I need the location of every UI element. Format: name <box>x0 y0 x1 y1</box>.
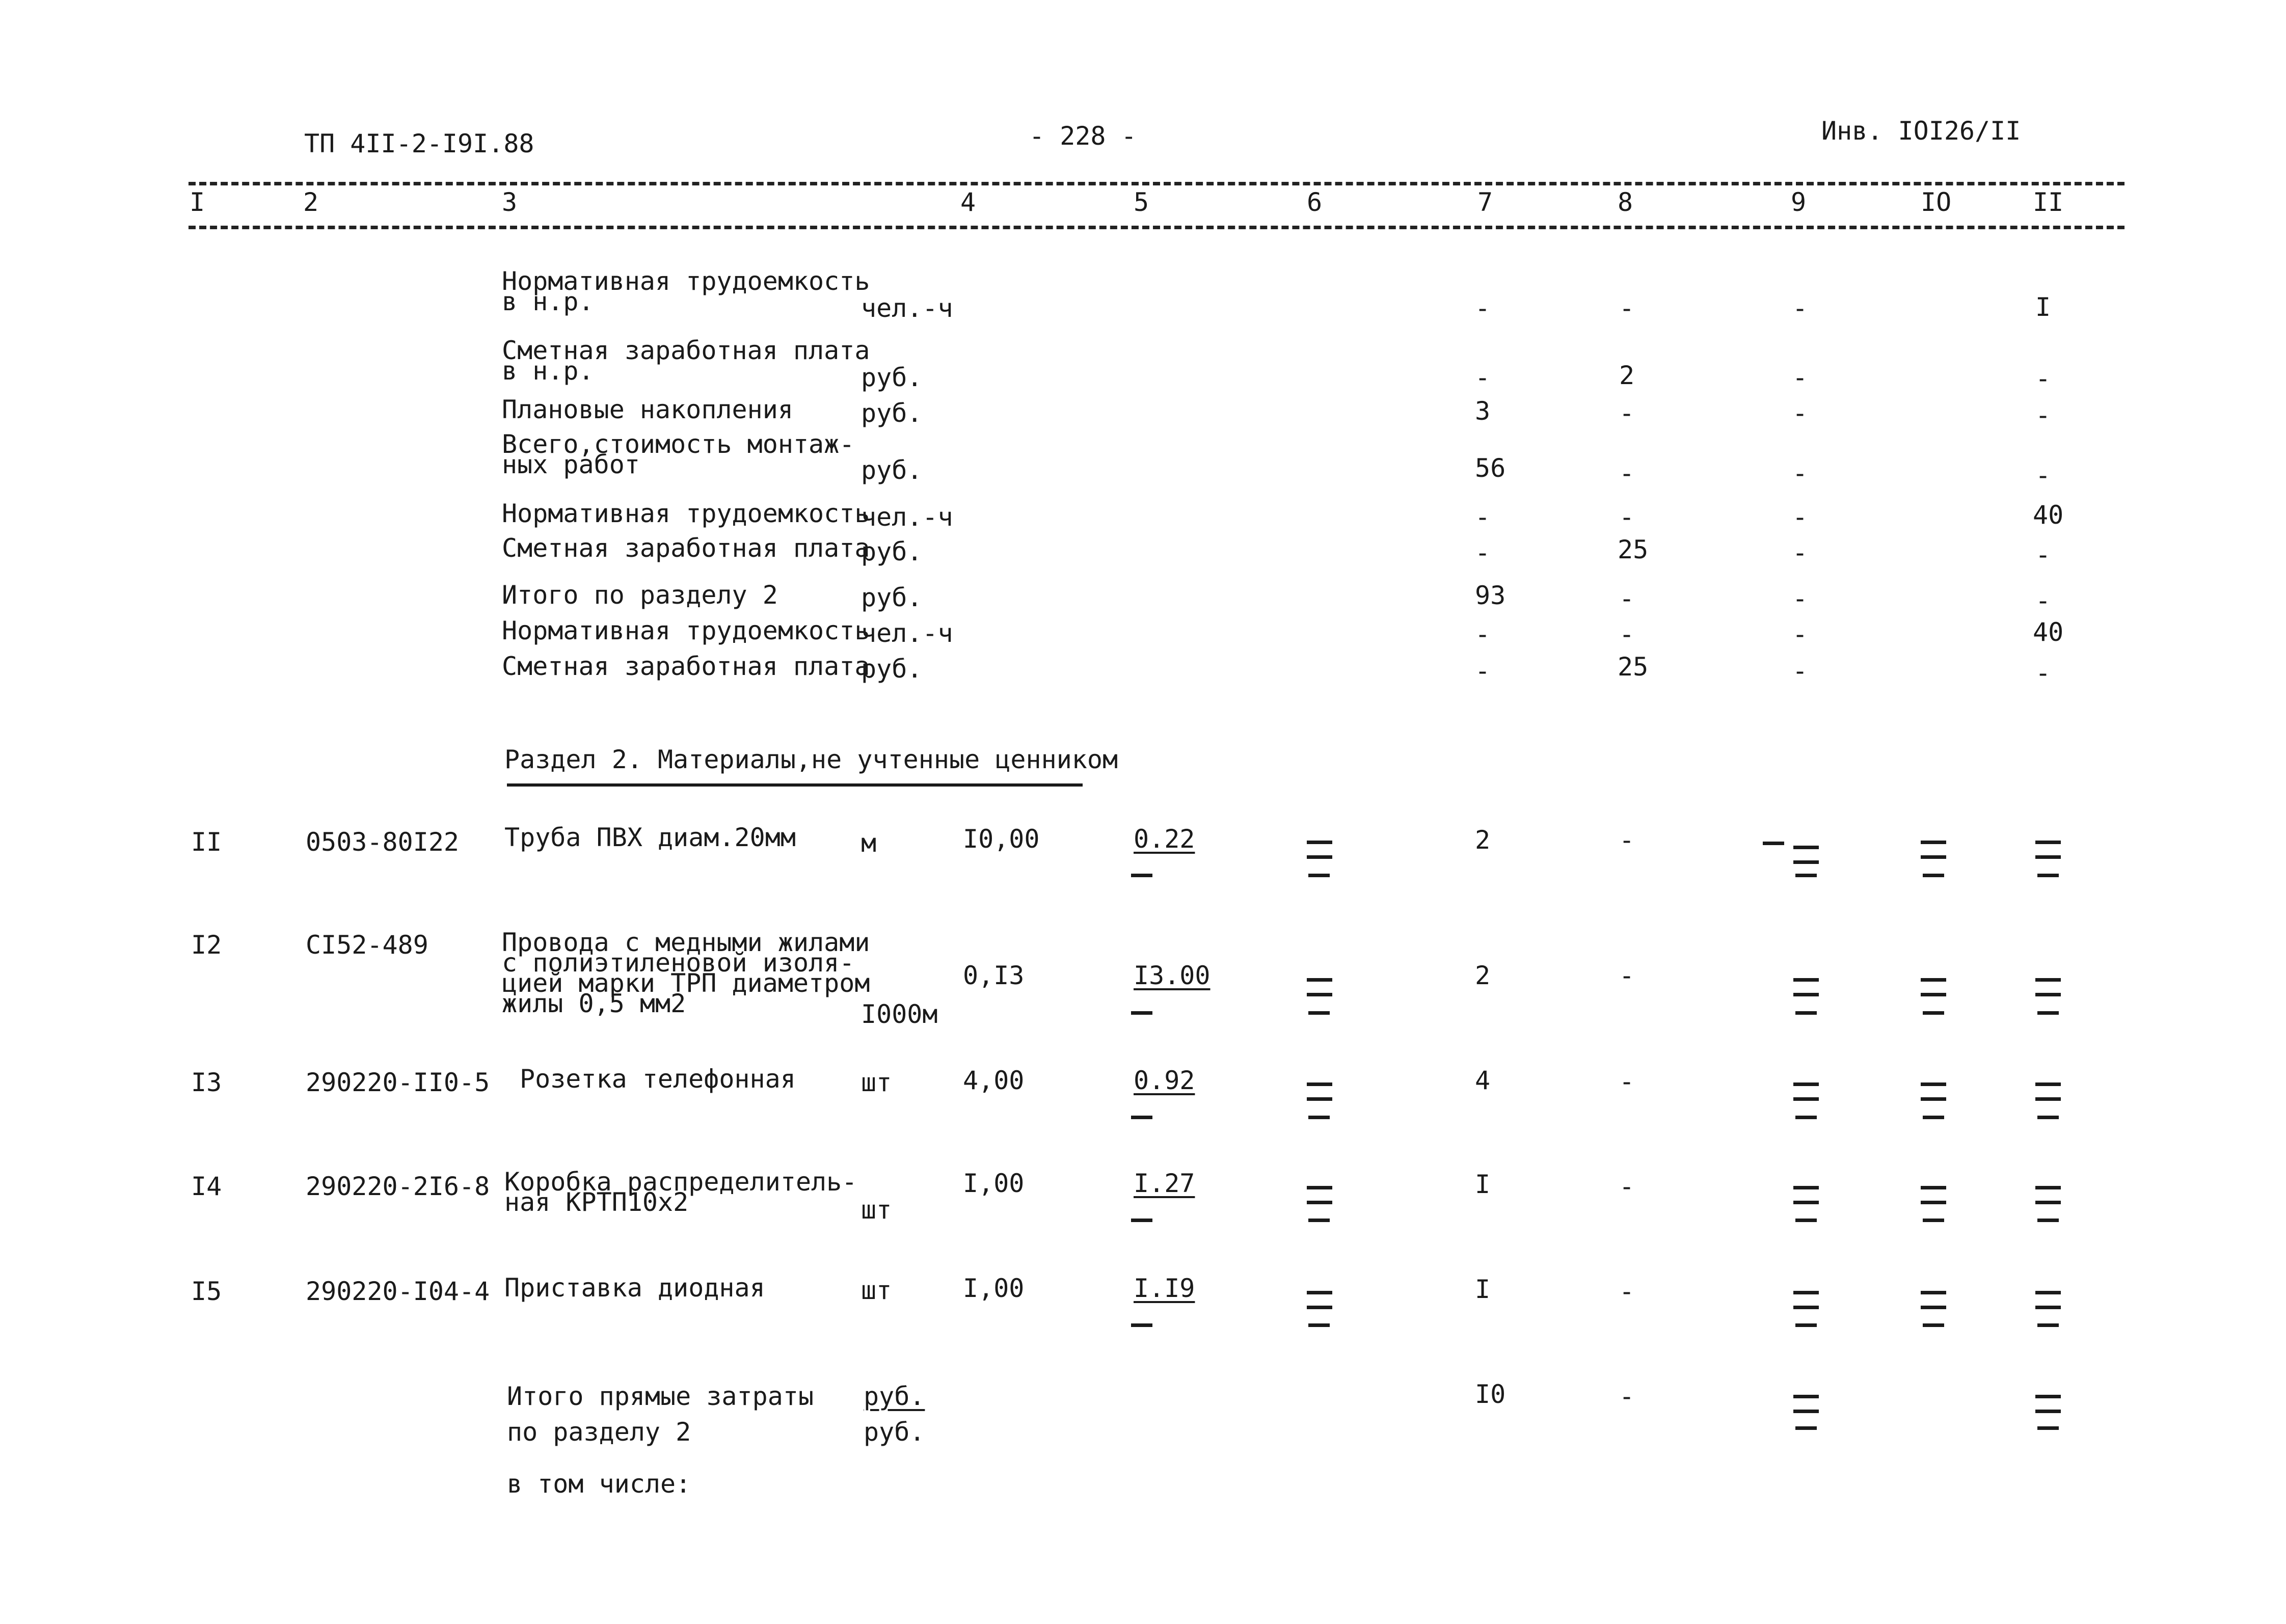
dash-mark <box>2035 978 2061 996</box>
item-name: Труба ПВХ диам.20мм <box>504 823 796 852</box>
row-c9: - <box>1792 363 1808 392</box>
dash-mark <box>1308 1219 1330 1222</box>
dash-mark <box>2035 1395 2061 1413</box>
totals-label-line2: по разделу 2 <box>507 1417 691 1447</box>
item-price: 0.92 <box>1134 1066 1195 1095</box>
row-label: Плановые накопления <box>502 395 793 424</box>
item-unit: шт <box>861 1068 892 1097</box>
row-c7: - <box>1475 502 1491 532</box>
row-c8: - <box>1619 584 1635 613</box>
row-c11: - <box>2035 364 2051 393</box>
dash-mark <box>1923 1116 1944 1119</box>
dash-mark <box>2037 1219 2059 1222</box>
dash-mark <box>1795 1116 1817 1119</box>
row-c11: I <box>2035 292 2051 322</box>
dash-mark <box>1923 874 1944 877</box>
item-unit: шт <box>861 1195 892 1225</box>
dash-mark <box>1308 874 1330 877</box>
item-c7: 2 <box>1475 825 1491 855</box>
row-unit: руб. <box>861 363 923 392</box>
dash-mark <box>2037 1323 2059 1327</box>
item-number: I2 <box>191 930 222 960</box>
dash-mark <box>1131 874 1152 877</box>
item-c7: 2 <box>1475 961 1491 990</box>
row-c11: - <box>2035 586 2051 615</box>
dash-mark <box>1307 841 1332 859</box>
row-unit: чел.-ч <box>861 293 953 323</box>
row-c7: - <box>1475 293 1491 323</box>
row-c8: - <box>1619 502 1635 532</box>
dash-mark <box>1793 846 1819 864</box>
row-label: Сметная заработная плата в н.р. <box>502 336 870 386</box>
item-price: I3.00 <box>1134 961 1211 990</box>
row-c7: 93 <box>1475 581 1506 610</box>
row-unit: руб. <box>861 583 923 612</box>
row-c8: 25 <box>1618 535 1649 564</box>
column-header: 2 <box>303 187 319 217</box>
totals-label-line1: Итого прямые затраты <box>507 1382 814 1411</box>
dash-mark <box>1921 1291 1946 1309</box>
dash-mark <box>1763 842 1784 845</box>
dash-mark <box>2035 1186 2061 1204</box>
row-c11: 40 <box>2033 500 2064 530</box>
dash-mark <box>1795 1011 1817 1015</box>
row-c8: - <box>1619 619 1635 649</box>
dash-mark <box>1921 978 1946 996</box>
column-header: 8 <box>1618 187 1633 217</box>
row-label: Всего,стоимость монтаж- ных работ <box>502 429 855 479</box>
row-c9: - <box>1792 619 1808 649</box>
row-label: Сметная заработная плата <box>502 652 870 681</box>
column-header: 7 <box>1477 187 1493 217</box>
item-quantity: I,00 <box>963 1274 1025 1303</box>
item-unit: I000м <box>861 999 938 1029</box>
item-number: I3 <box>191 1068 222 1097</box>
item-c8: - <box>1619 1067 1635 1096</box>
item-name: Приставка диодная <box>504 1273 765 1303</box>
row-c8: - <box>1619 293 1635 323</box>
column-header: 3 <box>502 187 518 217</box>
column-header: 5 <box>1134 187 1149 217</box>
item-price: I.27 <box>1134 1169 1195 1198</box>
dash-mark <box>2035 1082 2061 1101</box>
row-c7: - <box>1475 656 1491 686</box>
section-title-underline <box>507 783 1083 787</box>
row-c7: 3 <box>1475 396 1491 426</box>
dash-mark <box>1307 1186 1332 1204</box>
dash-mark <box>1793 1186 1819 1204</box>
dash-mark <box>1923 1011 1944 1015</box>
inventory-number: Инв. IOI26/II <box>1821 116 2021 146</box>
item-number: I5 <box>191 1277 222 1306</box>
totals-unit-line2: руб. <box>864 1417 925 1447</box>
row-label: Нормативная трудоемкость в н.р. <box>502 266 870 316</box>
item-unit: шт <box>861 1276 892 1305</box>
row-c8: - <box>1619 398 1635 428</box>
dash-mark <box>1921 841 1946 859</box>
item-code: 290220-I04-4 <box>306 1277 490 1306</box>
dash-mark <box>1131 1011 1152 1015</box>
totals-c7: I0 <box>1475 1379 1506 1409</box>
header-rule-top <box>189 182 2124 185</box>
row-label: Итого по разделу 2 <box>502 580 778 610</box>
dash-mark <box>1131 1323 1152 1327</box>
row-c8: 25 <box>1618 652 1649 682</box>
page-number: - 228 - <box>1029 121 1137 151</box>
dash-mark <box>2037 1116 2059 1119</box>
dash-mark <box>1793 1082 1819 1101</box>
item-quantity: 4,00 <box>963 1066 1025 1095</box>
dash-mark <box>1307 978 1332 996</box>
item-price: I.I9 <box>1134 1274 1195 1303</box>
dash-mark <box>2035 841 2061 859</box>
item-code: 290220-2I6-8 <box>306 1172 490 1201</box>
row-c7: - <box>1475 363 1491 392</box>
row-c9: - <box>1792 538 1808 567</box>
row-unit: руб. <box>861 537 923 566</box>
dash-mark <box>1131 1116 1152 1119</box>
dash-mark <box>1921 1186 1946 1204</box>
row-c7: 56 <box>1475 453 1506 483</box>
dash-mark <box>1307 1082 1332 1101</box>
dash-mark <box>2037 1426 2059 1430</box>
item-c7: I <box>1475 1275 1491 1304</box>
row-c9: - <box>1792 293 1808 323</box>
column-header: 9 <box>1791 187 1807 217</box>
section-title: Раздел 2. Материалы,не учтенные ценником <box>504 745 1118 774</box>
dash-mark <box>2035 1291 2061 1309</box>
item-c8: - <box>1619 825 1635 855</box>
item-quantity: 0,I3 <box>963 961 1025 990</box>
item-quantity: I,00 <box>963 1169 1025 1198</box>
column-header: 4 <box>960 187 976 217</box>
row-unit: чел.-ч <box>861 502 953 532</box>
row-c11: 40 <box>2033 617 2064 647</box>
including-label: в том числе: <box>507 1469 691 1499</box>
item-c7: 4 <box>1475 1066 1491 1095</box>
dash-mark <box>1923 1219 1944 1222</box>
item-c8: - <box>1619 961 1635 990</box>
item-c8: - <box>1619 1172 1635 1201</box>
totals-c8: - <box>1619 1382 1635 1411</box>
row-c9: - <box>1792 458 1808 488</box>
row-c11: - <box>2035 400 2051 430</box>
row-c9: - <box>1792 584 1808 613</box>
row-unit: руб. <box>861 455 923 485</box>
row-unit: руб. <box>861 654 923 684</box>
column-header: I <box>190 187 205 217</box>
item-code: CI52-489 <box>306 930 428 960</box>
item-unit: м <box>861 828 877 858</box>
dash-mark <box>1795 1219 1817 1222</box>
row-c8: 2 <box>1619 361 1635 390</box>
item-number: I4 <box>191 1172 222 1201</box>
dash-mark <box>1308 1011 1330 1015</box>
header-rule-bottom <box>189 226 2124 229</box>
item-number: II <box>191 827 222 857</box>
dash-mark <box>1307 1291 1332 1309</box>
item-code: 290220-II0-5 <box>306 1068 490 1097</box>
item-c8: - <box>1619 1277 1635 1306</box>
row-label: Нормативная трудоемкость <box>502 499 870 528</box>
row-label: Сметная заработная плата <box>502 533 870 563</box>
item-c7: I <box>1475 1170 1491 1199</box>
row-c11: - <box>2035 540 2051 570</box>
row-c8: - <box>1619 458 1635 488</box>
dash-mark <box>1795 1426 1817 1430</box>
totals-unit-line1: руб. <box>864 1382 925 1411</box>
row-c11: - <box>2035 658 2051 688</box>
item-name: Коробка распределитель- ная КРТП10х2 <box>504 1167 857 1217</box>
dash-mark <box>1923 1323 1944 1327</box>
row-c9: - <box>1792 656 1808 686</box>
dash-mark <box>2037 1011 2059 1015</box>
row-c9: - <box>1792 398 1808 428</box>
row-c9: - <box>1792 502 1808 532</box>
row-c11: - <box>2035 461 2051 490</box>
item-code: 0503-80I22 <box>306 827 460 857</box>
dash-mark <box>1921 1082 1946 1101</box>
document-code: ТП 4II-2-I9I.88 <box>304 129 534 158</box>
row-c7: - <box>1475 538 1491 567</box>
dash-mark <box>2037 874 2059 877</box>
item-quantity: I0,00 <box>963 824 1040 854</box>
item-name: Розетка телефонная <box>520 1064 796 1094</box>
dash-mark <box>1793 1291 1819 1309</box>
row-c7: - <box>1475 619 1491 649</box>
dash-mark <box>1793 978 1819 996</box>
dash-mark <box>1131 1219 1152 1222</box>
column-header: IO <box>1921 187 1952 217</box>
column-header: 6 <box>1307 187 1323 217</box>
dash-mark <box>1308 1116 1330 1119</box>
row-unit: чел.-ч <box>861 618 953 648</box>
item-price: 0.22 <box>1134 824 1195 854</box>
dash-mark <box>1795 874 1817 877</box>
item-name: Провода с медными жилами с полиэтиленовой изоля- цией марки ТРП диаметром жилы 0,5 мм2 <box>502 928 870 1018</box>
row-unit: руб. <box>861 398 923 428</box>
dash-mark <box>1308 1323 1330 1327</box>
dash-mark <box>1795 1323 1817 1327</box>
dash-mark <box>1793 1395 1819 1413</box>
column-header: II <box>2033 187 2064 217</box>
row-label: Нормативная трудоемкость <box>502 616 870 645</box>
